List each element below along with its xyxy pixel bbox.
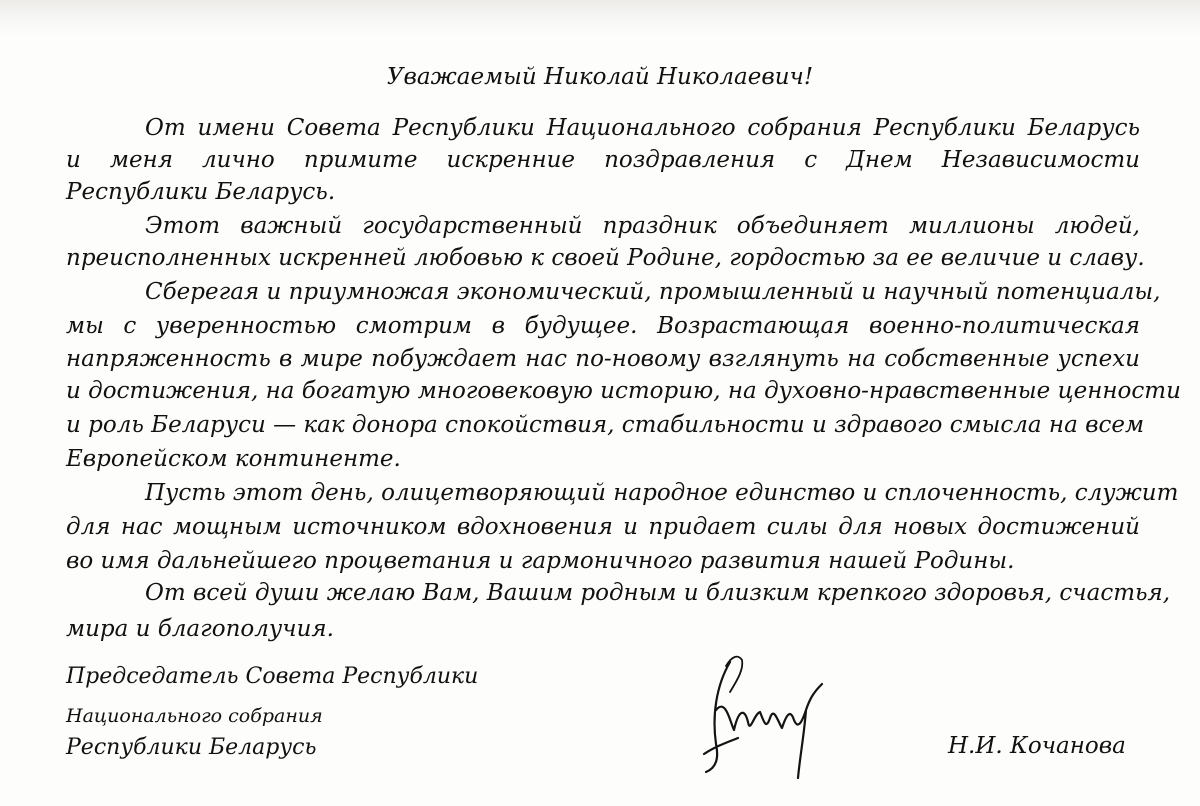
body-line: Республики Беларусь. <box>66 179 336 205</box>
body-line: для нас мощным источником вдохновения и придает силы для новых достижений <box>66 514 1140 540</box>
signer-name: Н.И. Кочанова <box>948 733 1126 759</box>
signer-title-line2: Национального собрания <box>66 705 323 727</box>
body-line: От имени Совета Республики Национального собрания Республики Беларусь <box>145 115 1140 141</box>
body-line: и достижения, на богатую многовековую историю, на духовно-нравственные ценности <box>66 378 1181 404</box>
handwritten-signature <box>686 626 836 786</box>
body-line: мира и благополучия. <box>66 616 334 642</box>
body-line: Пусть этот день, олицетворяющий народное единство и сплоченность, служит <box>145 480 1179 506</box>
salutation: Уважаемый Николай Николаевич! <box>386 64 814 90</box>
scan-edge-shadow <box>0 0 1200 36</box>
body-line: напряженность в мире побуждает нас по-новому взглянуть на собственные успехи <box>66 346 1140 372</box>
body-line: мы с уверенностью смотрим в будущее. Возрастающая военно-политическая <box>66 313 1140 339</box>
body-line: и меня лично примите искренние поздравления с Днем Независимости <box>66 147 1140 173</box>
body-line: От всей души желаю Вам, Вашим родным и близким крепкого здоровья, счастья, <box>145 580 1171 606</box>
body-line: во имя дальнейшего процветания и гармоничного развития нашей Родины. <box>66 548 1015 574</box>
body-line: и роль Беларуси — как донора спокойствия, стабильности и здравого смысла на всем <box>66 412 1145 438</box>
signer-title-line3: Республики Беларусь <box>66 735 317 760</box>
body-line: преисполненных искренней любовью к своей Родине, гордостью за ее величие и славу. <box>66 245 1145 271</box>
signer-title-line1: Председатель Совета Республики <box>66 664 479 689</box>
body-line: Европейском континенте. <box>66 446 401 472</box>
body-line: Сберегая и приумножая экономический, промышленный и научный потенциалы, <box>145 279 1161 305</box>
body-line: Этот важный государственный праздник объединяет миллионы людей, <box>145 213 1140 239</box>
